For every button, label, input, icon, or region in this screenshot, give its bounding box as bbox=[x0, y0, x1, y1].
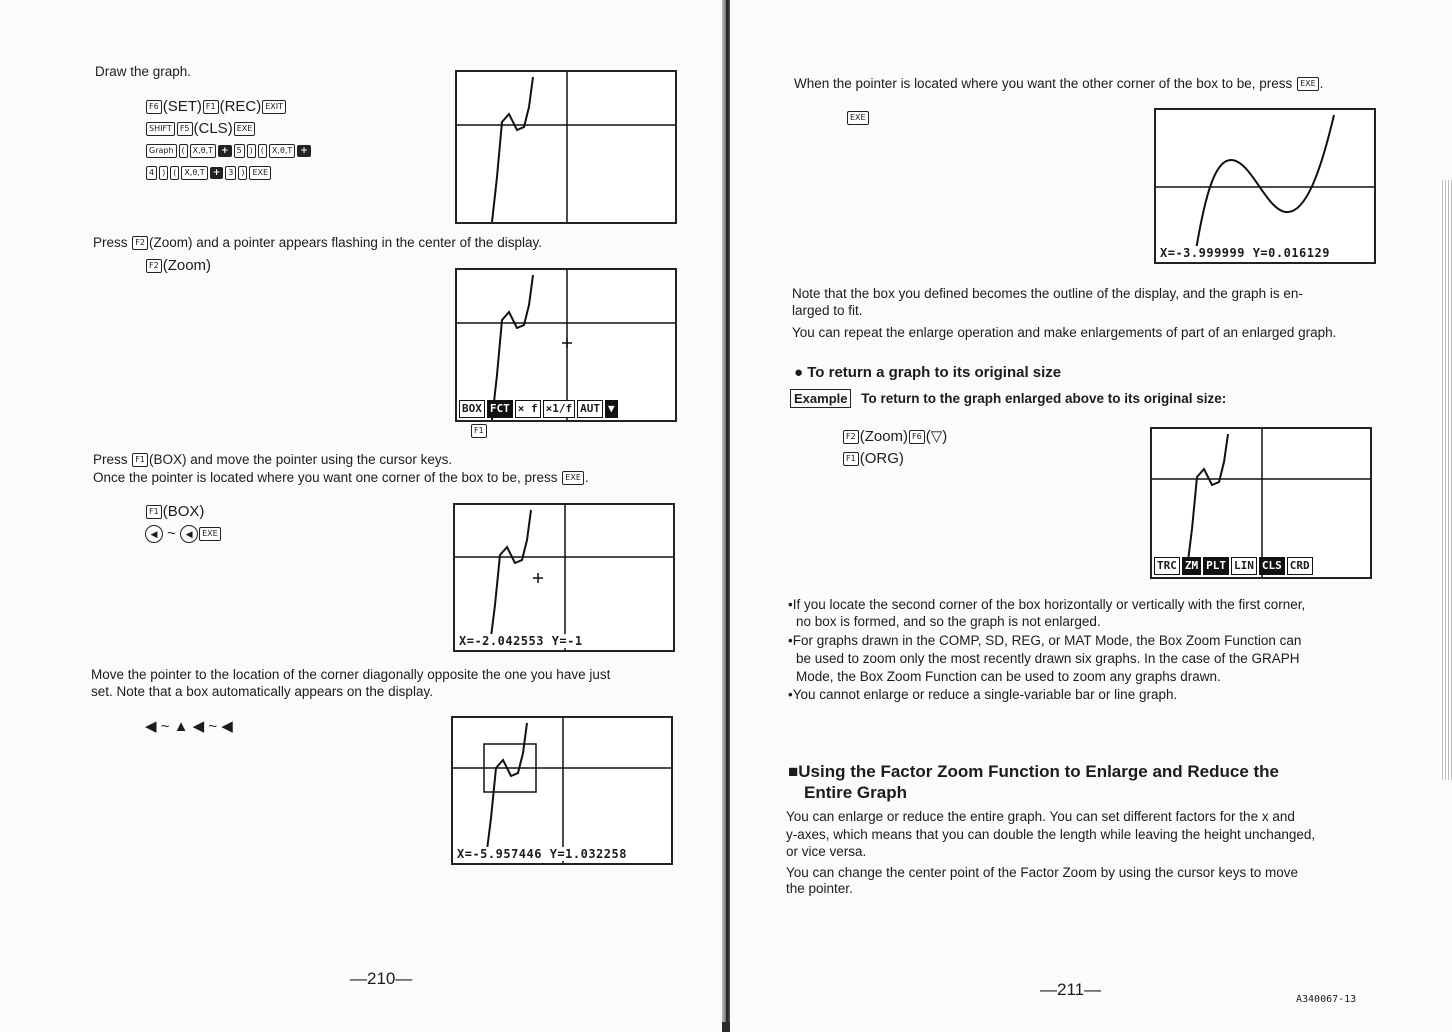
key-4: 4 bbox=[146, 166, 157, 180]
step3-line1 bbox=[93, 451, 452, 468]
zoom-function-menu bbox=[459, 400, 618, 418]
example-line bbox=[790, 389, 1226, 408]
key-exe: EXE bbox=[562, 471, 584, 485]
calculator-screen-zoom-menu bbox=[455, 268, 677, 422]
intro-text-body: When the pointer is located where you want the other corner of the box to be, press bbox=[794, 76, 1293, 91]
key-graph: Graph bbox=[146, 144, 177, 158]
menu-trc[interactable]: TRC bbox=[1154, 557, 1180, 575]
keyline-graph-2 bbox=[145, 164, 272, 182]
note-line2: larged to fit. bbox=[792, 303, 863, 318]
section-text-line: the pointer. bbox=[786, 881, 853, 896]
graph-function-menu bbox=[1154, 557, 1313, 575]
keyline-org bbox=[842, 450, 904, 468]
key-f1: F1 bbox=[203, 100, 219, 114]
calculator-screen-enlarged bbox=[1154, 108, 1376, 264]
menu-next-icon[interactable]: ▼ bbox=[605, 400, 618, 418]
key-xthetat: X,θ,T bbox=[190, 144, 216, 158]
key-f5: F5 bbox=[177, 122, 193, 136]
key-open-paren: ( bbox=[170, 166, 179, 180]
menu-lin[interactable]: LIN bbox=[1231, 557, 1257, 575]
key-exe: EXE bbox=[249, 166, 271, 180]
graph-plot bbox=[457, 270, 675, 420]
step2-text bbox=[93, 234, 542, 251]
section-text-line: You can enlarge or reduce the entire graph. You can set different factors for the x and bbox=[786, 809, 1295, 824]
bullet-line: Mode, the Box Zoom Function can be used to zoom any graphs drawn. bbox=[796, 669, 1221, 684]
key-close-paren: ) bbox=[159, 166, 168, 180]
graph-plot bbox=[1156, 110, 1374, 262]
key-plus: + bbox=[297, 145, 311, 157]
note-line1: Note that the box you defined becomes the outline of the display, and the graph is en- bbox=[792, 286, 1303, 301]
key-label-zoom: (Zoom) bbox=[859, 428, 909, 445]
menu-crd[interactable]: CRD bbox=[1287, 557, 1313, 575]
key-xthetat: X,θ,T bbox=[269, 144, 295, 158]
calculator-screen-original bbox=[1150, 427, 1372, 579]
doc-code: A340067-13 bbox=[1296, 994, 1357, 1005]
calculator-screen-box bbox=[451, 716, 673, 865]
bullet-line: •For graphs drawn in the COMP, SD, REG, or MAT Mode, the Box Zoom Function can bbox=[788, 633, 1302, 648]
bullet-line: •You cannot enlarge or reduce a single-variable bar or line graph. bbox=[788, 687, 1178, 702]
keyline-graph-1 bbox=[145, 142, 312, 160]
key-shift: SHIFT bbox=[146, 122, 175, 136]
key-close-paren: ) bbox=[247, 144, 256, 158]
key-plus: + bbox=[218, 145, 232, 157]
key-f1: F1 bbox=[471, 424, 487, 438]
key-3: 3 bbox=[225, 166, 236, 180]
key-open-paren: ( bbox=[258, 144, 267, 158]
keyline-cls bbox=[145, 120, 256, 138]
menu-plt[interactable]: PLT bbox=[1203, 557, 1229, 575]
section-text-line: or vice versa. bbox=[786, 844, 867, 859]
key-xthetat: X,θ,T bbox=[181, 166, 207, 180]
menu-x1f[interactable]: ×1/f bbox=[543, 400, 576, 418]
page-number: —210— bbox=[350, 969, 413, 988]
section-text-line: y-axes, which means that you can double the length while leaving the height unchanged, bbox=[786, 827, 1316, 842]
example-label: Example bbox=[790, 389, 851, 408]
menu-zm[interactable]: ZM bbox=[1182, 557, 1201, 575]
key-f2: F2 bbox=[132, 236, 148, 250]
key-label-cls: (CLS) bbox=[193, 120, 233, 137]
key-f2: F2 bbox=[843, 430, 859, 444]
bullet-line: no box is formed, and so the graph is not enlarged. bbox=[796, 614, 1101, 629]
graph-plot bbox=[457, 72, 675, 222]
step3-line1-after: (BOX) and move the pointer using the cursor keys. bbox=[148, 452, 453, 467]
key-exe: EXE bbox=[847, 111, 869, 125]
coordinate-readout: X=-5.957446 Y=1.032258 bbox=[457, 847, 627, 861]
bullet-line: be used to zoom only the most recently drawn six graphs. In the case of the GRAPH bbox=[796, 651, 1300, 666]
intro-text: When the pointer is located where you want the other corner of the box to be, press EXE . bbox=[794, 76, 1324, 91]
coordinate-readout: X=-3.999999 Y=0.016129 bbox=[1160, 246, 1330, 260]
key-f6: F6 bbox=[909, 430, 925, 444]
key-label-next: (▽) bbox=[925, 428, 948, 445]
left-arrow-key-icon: ◀ bbox=[180, 525, 198, 543]
page-number: —211— bbox=[1040, 980, 1102, 999]
menu-cls[interactable]: CLS bbox=[1259, 557, 1285, 575]
section-heading-line1: ■Using the Factor Zoom Function to Enlarge and Reduce the bbox=[788, 762, 1280, 781]
menu-aut[interactable]: AUT bbox=[577, 400, 603, 418]
menu-box[interactable]: BOX bbox=[459, 400, 485, 418]
key-label-box: (BOX) bbox=[162, 503, 205, 520]
keyline-zoom bbox=[145, 257, 211, 275]
key-f1: F1 bbox=[146, 505, 162, 519]
key-open-paren: ( bbox=[179, 144, 188, 158]
key-label-org: (ORG) bbox=[859, 450, 904, 467]
subheading-return-size: ● To return a graph to its original size bbox=[794, 364, 1062, 381]
key-close-paren: ) bbox=[238, 166, 247, 180]
bullet-line: •If you locate the second corner of the box horizontally or vertically with the first corner, bbox=[788, 597, 1306, 612]
section-heading-line2: Entire Graph bbox=[804, 783, 907, 802]
coordinate-readout: X=-2.042553 Y=-1 bbox=[459, 634, 583, 648]
keyline-cursor-move: ◀ ~ ▲ ◀ ~ ◀ bbox=[145, 718, 233, 735]
key-exe: EXE bbox=[1297, 77, 1319, 91]
key-label-zoom: (Zoom) bbox=[162, 257, 212, 274]
key-f1: F1 bbox=[132, 453, 148, 467]
key-f6: F6 bbox=[146, 100, 162, 114]
graph-plot bbox=[1152, 429, 1370, 577]
keyline-cursor-left: ◀ ~ ◀ EXE bbox=[145, 525, 222, 543]
menu-fct[interactable]: FCT bbox=[487, 400, 513, 418]
step3-line1-before: Press bbox=[93, 452, 128, 467]
step1-text: Draw the graph. bbox=[95, 64, 192, 79]
menu-xf[interactable]: × f bbox=[515, 400, 541, 418]
below-menu-key bbox=[470, 422, 488, 440]
step3-line2: Once the pointer is located where you want one corner of the box to be, press EXE . bbox=[93, 470, 589, 485]
calculator-screen-first-corner bbox=[453, 503, 675, 652]
step4-line1: Move the pointer to the location of the corner diagonally opposite the one you have just bbox=[91, 667, 611, 682]
example-text: To return to the graph enlarged above to its original size: bbox=[861, 391, 1227, 406]
key-f2: F2 bbox=[146, 259, 162, 273]
step3-line2-text: Once the pointer is located where you want one corner of the box to be, press bbox=[93, 470, 558, 485]
step4-line2: set. Note that a box automatically appears on the display. bbox=[91, 684, 433, 699]
step2-text-after: (Zoom) and a pointer appears flashing in the center of the display. bbox=[148, 235, 542, 250]
page-edge-stack bbox=[1440, 180, 1452, 780]
step2-text-before: Press bbox=[93, 235, 128, 250]
left-page bbox=[0, 0, 722, 1032]
key-f1: F1 bbox=[843, 452, 859, 466]
calculator-screen-graph bbox=[455, 70, 677, 224]
key-exe: EXE bbox=[234, 122, 256, 136]
key-plus: + bbox=[210, 167, 224, 179]
key-5: 5 bbox=[234, 144, 245, 158]
keyline-box bbox=[145, 503, 204, 521]
key-exit: EXIT bbox=[262, 100, 286, 114]
keyline-zoom-next bbox=[842, 428, 947, 446]
section-text-line: You can change the center point of the Factor Zoom by using the cursor keys to move bbox=[786, 865, 1299, 880]
right-page bbox=[730, 0, 1452, 1032]
key-label-rec: (REC) bbox=[219, 98, 262, 115]
graph-plot bbox=[453, 718, 671, 863]
keyline-exe bbox=[846, 109, 870, 127]
key-exe: EXE bbox=[199, 527, 221, 541]
left-arrow-key-icon: ◀ bbox=[145, 525, 163, 543]
keyline-set-rec bbox=[145, 98, 287, 116]
graph-plot bbox=[455, 505, 673, 650]
note-line3: You can repeat the enlarge operation and make enlargements of part of an enlarged graph. bbox=[792, 325, 1337, 340]
key-label-set: (SET) bbox=[162, 98, 202, 115]
